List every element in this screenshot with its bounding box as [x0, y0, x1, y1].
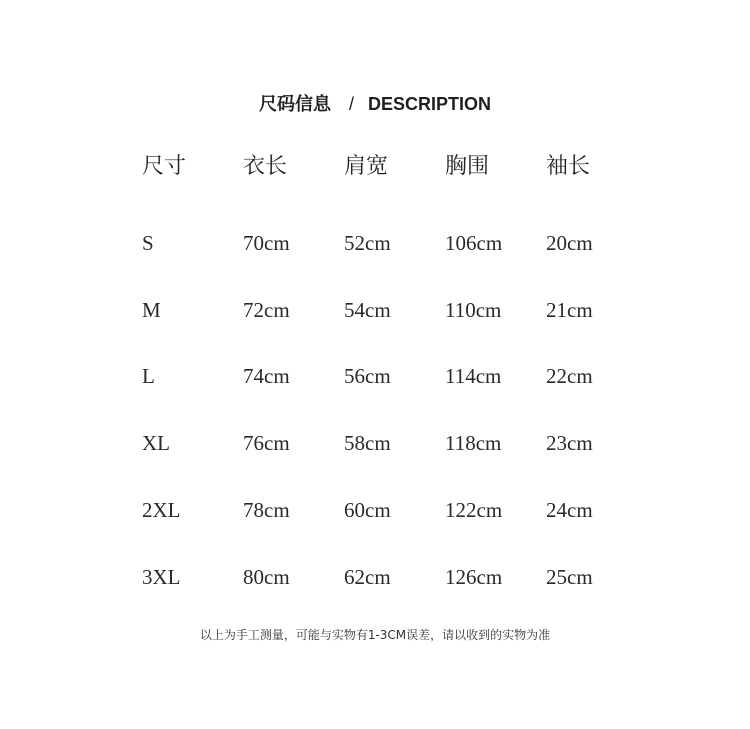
cell-length: 76cm [243, 431, 290, 456]
header-chest: 胸围 [445, 153, 490, 179]
cell-sleeve: 22cm [546, 364, 593, 389]
header-sleeve: 袖长 [546, 153, 591, 179]
header-shoulder: 肩宽 [344, 153, 389, 179]
table-row [142, 544, 647, 611]
cell-size: XL [142, 431, 170, 456]
cell-size: L [142, 364, 155, 389]
table-row [142, 277, 647, 344]
cell-sleeve: 24cm [546, 498, 593, 523]
cell-sleeve: 20cm [546, 230, 593, 255]
cell-chest: 106cm [445, 230, 503, 255]
cell-chest: 118cm [445, 431, 502, 456]
table-spacer [142, 188, 647, 210]
cell-size: M [142, 297, 161, 322]
table-row [142, 210, 647, 277]
header-length: 衣长 [243, 153, 288, 179]
title-en: DESCRIPTION [368, 94, 492, 114]
table-row [142, 477, 647, 544]
size-table [142, 140, 647, 611]
cell-chest: 122cm [445, 498, 503, 523]
page-title [0, 90, 750, 116]
cell-shoulder: 60cm [344, 498, 391, 523]
title-separator: / [348, 94, 354, 114]
header-size: 尺寸 [142, 153, 187, 179]
cell-length: 70cm [243, 230, 290, 255]
table-row [142, 344, 647, 411]
table-header-row [142, 140, 647, 188]
measurement-footnote: 以上为手工测量，可能与实物有1-3CM误差，请以收到的实物为准 [199, 628, 551, 642]
cell-shoulder: 56cm [344, 364, 391, 389]
cell-sleeve: 23cm [546, 431, 593, 456]
cell-size: S [142, 230, 154, 255]
cell-chest: 126cm [445, 564, 503, 589]
table-row [142, 410, 647, 477]
cell-chest: 110cm [445, 297, 502, 322]
cell-length: 80cm [243, 564, 290, 589]
cell-shoulder: 52cm [344, 230, 391, 255]
cell-chest: 114cm [445, 364, 502, 389]
cell-shoulder: 62cm [344, 564, 391, 589]
cell-shoulder: 58cm [344, 431, 391, 456]
cell-sleeve: 21cm [546, 297, 593, 322]
cell-length: 74cm [243, 364, 290, 389]
cell-shoulder: 54cm [344, 297, 391, 322]
cell-length: 78cm [243, 498, 290, 523]
spacer-cell [142, 188, 647, 210]
cell-size: 2XL [142, 498, 181, 523]
cell-size: 3XL [142, 564, 181, 589]
cell-length: 72cm [243, 297, 290, 322]
title-cn: 尺码信息 [258, 94, 331, 114]
cell-sleeve: 25cm [546, 564, 593, 589]
